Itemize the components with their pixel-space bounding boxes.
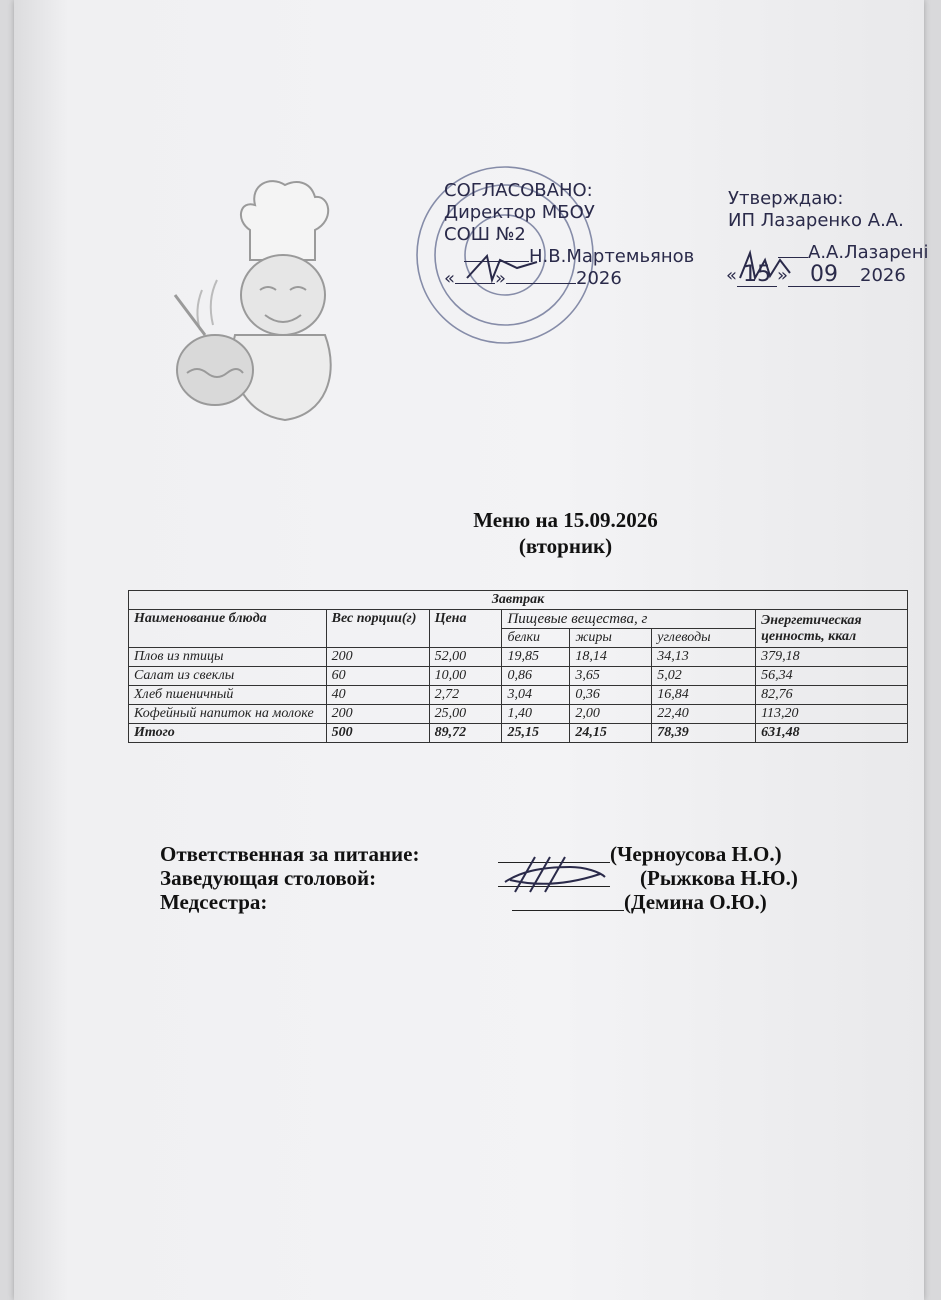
total-energy: 631,48	[756, 724, 908, 743]
table-row	[129, 667, 908, 686]
menu-title-date: Меню на 15.09.2026	[473, 508, 658, 532]
total-price: 89,72	[429, 724, 502, 743]
approval-right-heading: Утверждаю:	[728, 188, 844, 209]
quote-open: «	[726, 265, 738, 286]
cell-energy: 113,20	[756, 705, 908, 724]
table-row	[129, 648, 908, 667]
cell-price: 52,00	[429, 648, 502, 667]
table-total-row	[129, 724, 908, 743]
cell-fat: 2,00	[570, 705, 652, 724]
quote-open: «	[444, 268, 456, 289]
cell-name: Кофейный напиток на молоке	[129, 705, 327, 724]
header-carbs: углеводы	[652, 629, 756, 648]
total-carbs: 78,39	[652, 724, 756, 743]
header-name: Наименование блюда	[129, 610, 327, 648]
header-nutrients: Пищевые вещества, г	[502, 610, 756, 629]
responsible-label: Заведующая столовой:	[160, 866, 377, 890]
cafeteria-head-signature	[500, 852, 610, 897]
table-row	[129, 686, 908, 705]
approval-left-school: СОШ №2	[444, 224, 526, 245]
header-protein: белки	[502, 629, 570, 648]
cell-fat: 0,36	[570, 686, 652, 705]
total-fat: 24,15	[570, 724, 652, 743]
cell-carbs: 16,84	[652, 686, 756, 705]
cell-fat: 3,65	[570, 667, 652, 686]
cell-protein: 1,40	[502, 705, 570, 724]
approval-right-day: 15	[737, 264, 777, 287]
header-price: Цена	[429, 610, 502, 648]
cell-carbs: 22,40	[652, 705, 756, 724]
menu-title	[0, 507, 941, 559]
cell-energy: 82,76	[756, 686, 908, 705]
menu-table	[128, 590, 908, 743]
approval-left-signature-line	[444, 246, 694, 268]
approval-right-name: А.А.Лазарені	[808, 242, 929, 263]
approval-right-year: 2026	[860, 265, 906, 286]
cell-name: Хлеб пшеничный	[129, 686, 327, 705]
header-energy: Энергетическая ценность, ккал	[756, 610, 908, 648]
total-weight: 500	[326, 724, 429, 743]
cell-price: 25,00	[429, 705, 502, 724]
cell-fat: 18,14	[570, 648, 652, 667]
approval-left-name: Н.В.Мартемьянов	[529, 246, 695, 267]
cell-weight: 200	[326, 705, 429, 724]
table-section-row	[129, 591, 908, 610]
cell-price: 2,72	[429, 686, 502, 705]
quote-close: »	[495, 268, 507, 289]
cell-name: Салат из свеклы	[129, 667, 327, 686]
approval-left-heading: СОГЛАСОВАНО:	[444, 180, 593, 201]
quote-close: »	[777, 265, 789, 286]
cell-weight: 200	[326, 648, 429, 667]
cell-protein: 19,85	[502, 648, 570, 667]
approval-block-left	[444, 180, 694, 290]
approval-right-signature-line	[728, 242, 929, 264]
total-protein: 25,15	[502, 724, 570, 743]
approval-left-year: 2026	[576, 268, 622, 289]
responsible-label: Ответственная за питание:	[160, 842, 420, 866]
chef-illustration	[165, 175, 365, 425]
cell-price: 10,00	[429, 667, 502, 686]
section-breakfast: Завтрак	[129, 591, 908, 610]
responsible-name: (Демина О.Ю.)	[624, 890, 767, 914]
header-weight: Вес порции(г)	[326, 610, 429, 648]
approval-block-right	[728, 188, 929, 287]
responsible-label: Медсестра:	[160, 890, 268, 914]
header-fat: жиры	[570, 629, 652, 648]
menu-title-weekday: (вторник)	[518, 534, 613, 558]
cell-name: Плов из птицы	[129, 648, 327, 667]
approval-right-date-line	[726, 264, 929, 287]
approval-right-month: 09	[788, 264, 860, 287]
cell-energy: 56,34	[756, 667, 908, 686]
table-row	[129, 705, 908, 724]
table-header-row	[129, 610, 908, 629]
responsible-name: (Черноусова Н.О.)	[610, 842, 782, 866]
approval-left-date-line	[444, 268, 694, 290]
cell-weight: 60	[326, 667, 429, 686]
total-name: Итого	[129, 724, 327, 743]
approval-right-approver: ИП Лазаренко А.А.	[728, 210, 904, 231]
cell-energy: 379,18	[756, 648, 908, 667]
cell-weight: 40	[326, 686, 429, 705]
cell-protein: 3,04	[502, 686, 570, 705]
approval-left-position: Директор МБОУ	[444, 202, 595, 223]
cell-protein: 0,86	[502, 667, 570, 686]
responsible-name: (Рыжкова Н.Ю.)	[640, 866, 798, 890]
cell-carbs: 5,02	[652, 667, 756, 686]
cell-carbs: 34,13	[652, 648, 756, 667]
